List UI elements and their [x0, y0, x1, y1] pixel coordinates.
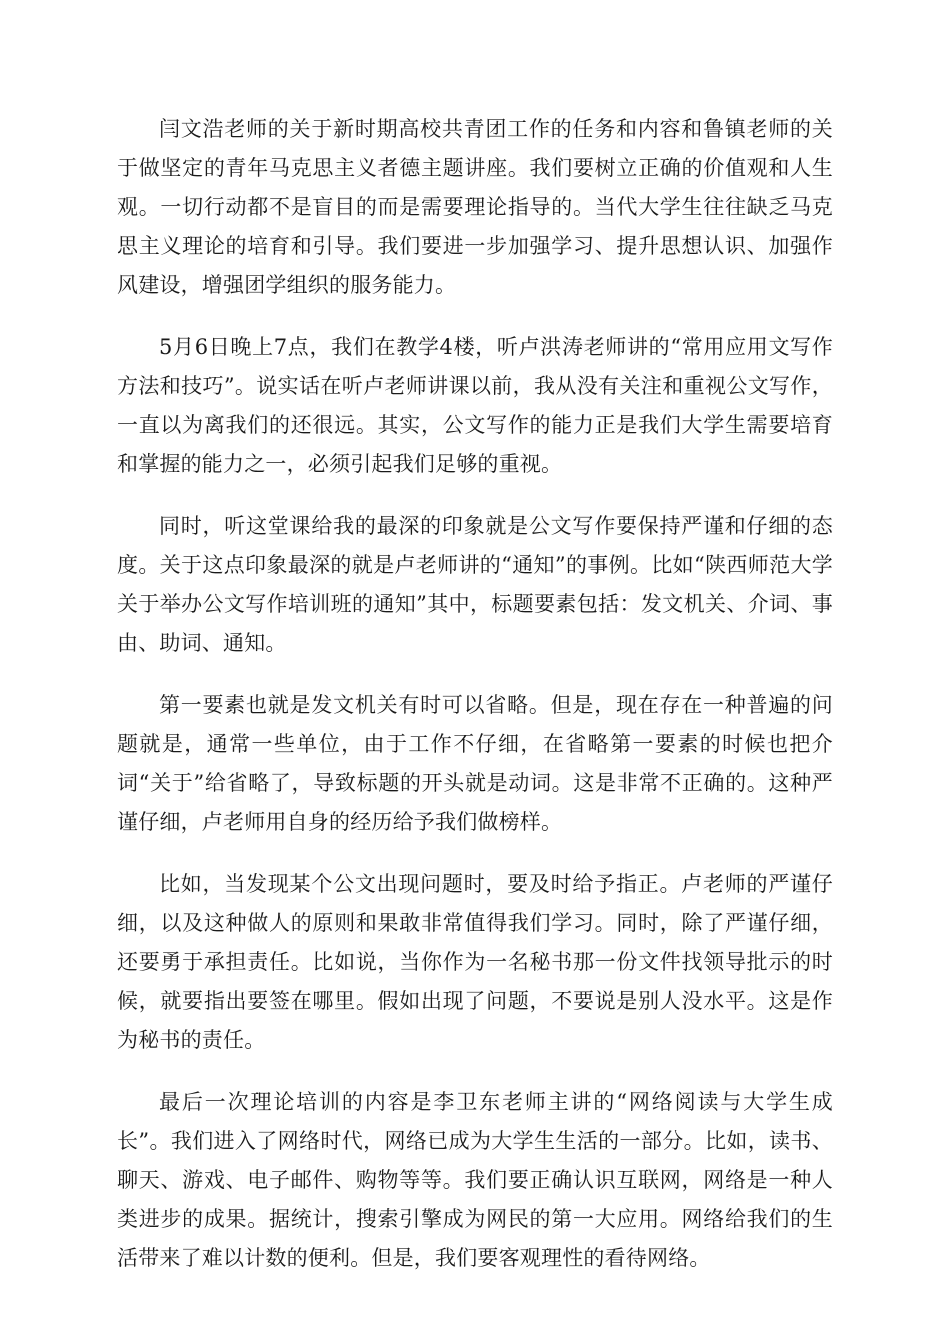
paragraph-4: 第一要素也就是发文机关有时可以省略。但是，现在存在一种普遍的问题就是，通常一些单位，由于工作不仔细，在省略第一要素的时候也把介词“关于”给省略了，导致标题的开头就是动词。这是非常不正确的。这种严谨仔细，卢老师用自身的经历给予我们做榜样。 [117, 693, 833, 834]
paragraph-2: 5月6日晚上7点，我们在教学4楼，听卢洪涛老师讲的“常用应用文写作方法和技巧”。说实话在听卢老师讲课以前，我从没有关注和重视公文写作，一直以为离我们的还很远。其实，公文写作的能力正是我们大学生需要培育和掌握的能力之一，必须引起我们足够的重视。 [117, 335, 833, 476]
paragraph-1: 闫文浩老师的关于新时期高校共青团工作的任务和内容和鲁镇老师的关于做坚定的青年马克思主义者德主题讲座。我们要树立正确的价值观和人生观。一切行动都不是盲目的而是需要理论指导的。当代大学生往往缺乏马克思主义理论的培育和引导。我们要进一步加强学习、提升思想认识、加强作风建设，增强团学组织的服务能力。 [117, 117, 833, 297]
paragraph-3: 同时，听这堂课给我的最深的印象就是公文写作要保持严谨和仔细的态度。关于这点印象最深的就是卢老师讲的“通知”的事例。比如“陕西师范大学关于举办公文写作培训班的通知”其中，标题要素包括：发文机关、介词、事由、助词、通知。 [117, 514, 833, 655]
document-page [117, 110, 833, 1301]
paragraph-6: 最后一次理论培训的内容是李卫东老师主讲的“网络阅读与大学生成长”。我们进入了网络时代，网络已成为大学生生活的一部分。比如，读书、聊天、游戏、电子邮件、购物等等。我们要正确认识互联网，网络是一种人类进步的成果。据统计，搜索引擎成为网民的第一大应用。网络给我们的生活带来了难以计数的便利。但是，我们要客观理性的看待网络。 [117, 1090, 833, 1270]
paragraph-5: 比如，当发现某个公文出现问题时，要及时给予指正。卢老师的严谨仔细，以及这种做人的原则和果敢非常值得我们学习。同时，除了严谨仔细，还要勇于承担责任。比如说，当你作为一名秘书那一份文件找领导批示的时候，就要指出要签在哪里。假如出现了问题，不要说是别人没水平。这是作为秘书的责任。 [117, 872, 833, 1052]
